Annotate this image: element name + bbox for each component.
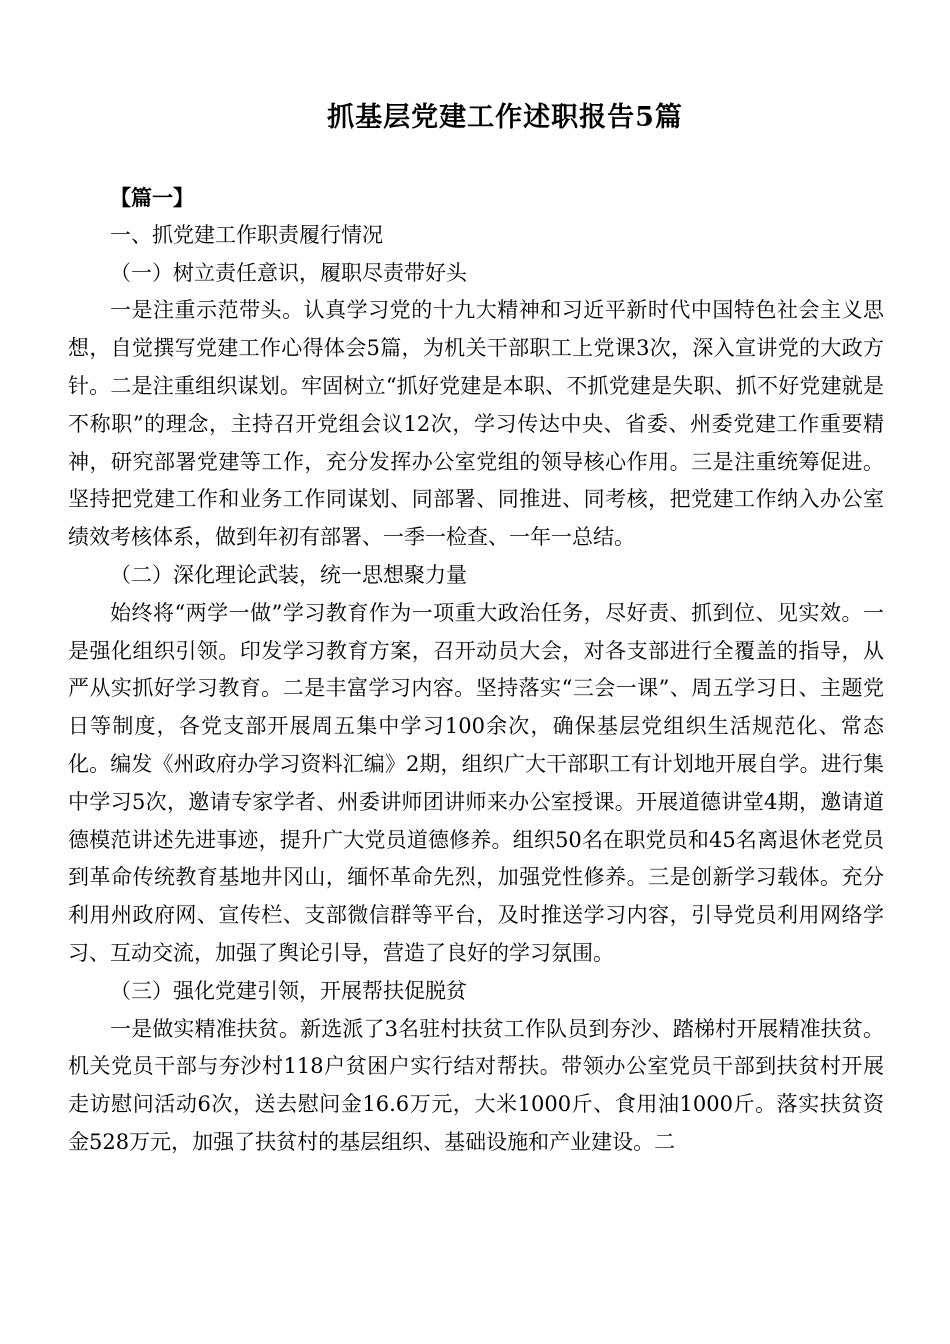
document-title: 抓基层党建工作述职报告5篇: [327, 102, 683, 133]
section-mark: 【篇一】: [110, 185, 194, 210]
paragraph-3: 一是做实精准扶贫。新选派了3名驻村扶贫工作队员到夯沙、踏梯村开展精准扶贫。机关党员干部与夯沙村118户贫困户实行结对帮扶。带领办公室党员干部到扶贫村开展走访慰问活动6次，送去慰问金16.6万元，大米1000斤、食用油1000斤。落实扶贫资金528万元，加强了扶贫村的基层组织、基础设施和产业建设。二: [68, 1016, 884, 1154]
document-body: [68, 179, 884, 1162]
subheading-2: （二）深化理论武装，统一思想聚力量: [110, 562, 467, 587]
subheading-3: （三）强化党建引领，开展帮扶促脱贫: [110, 978, 467, 1003]
heading-level-1: 一、抓党建工作职责履行情况: [110, 222, 383, 247]
paragraph-1: 一是注重示范带头。认真学习党的十九大精神和习近平新时代中国特色社会主义思想，自觉撰写党建工作心得体会5篇，为机关干部职工上党课3次，深入宣讲党的大政方针。二是注重组织谋划。牢固树立“抓好党建是本职、不抓党建是失职、抓不好党建就是不称职”的理念，主持召开党组会议12次，学习传达中央、省委、州委党建工作重要精神，研究部署党建等工作，充分发挥办公室党组的领导核心作用。三是注重统筹促进。坚持把党建工作和业务工作同谋划、同部署、同推进、同考核，把党建工作纳入办公室绩效考核体系，做到年初有部署、一季一检查、一年一总结。: [68, 298, 884, 550]
subheading-1: （一）树立责任意识，履职尽责带好头: [110, 260, 467, 285]
paragraph-2: 始终将“两学一做”学习教育作为一项重大政治任务，尽好责、抓到位、见实效。一是强化组织引领。印发学习教育方案，召开动员大会，对各支部进行全覆盖的指导，从严从实抓好学习教育。二是丰富学习内容。坚持落实“三会一课”、周五学习日、主题党日等制度，各党支部开展周五集中学习100余次，确保基层党组织生活规范化、常态化。编发《州政府办学习资料汇编》2期，组织广大干部职工有计划地开展自学。进行集中学习5次，邀请专家学者、州委讲师团讲师来办公室授课。开展道德讲堂4期，邀请道德模范讲述先进事迹，提升广大党员道德修养。组织50名在职党员和45名离退休老党员到革命传统教育基地井冈山，缅怀革命先烈，加强党性修养。三是创新学习载体。充分利用州政府网、宣传栏、支部微信群等平台，及时推送学习内容，引导党员利用网络学习、互动交流，加强了舆论引导，营造了良好的学习氛围。: [68, 600, 884, 965]
